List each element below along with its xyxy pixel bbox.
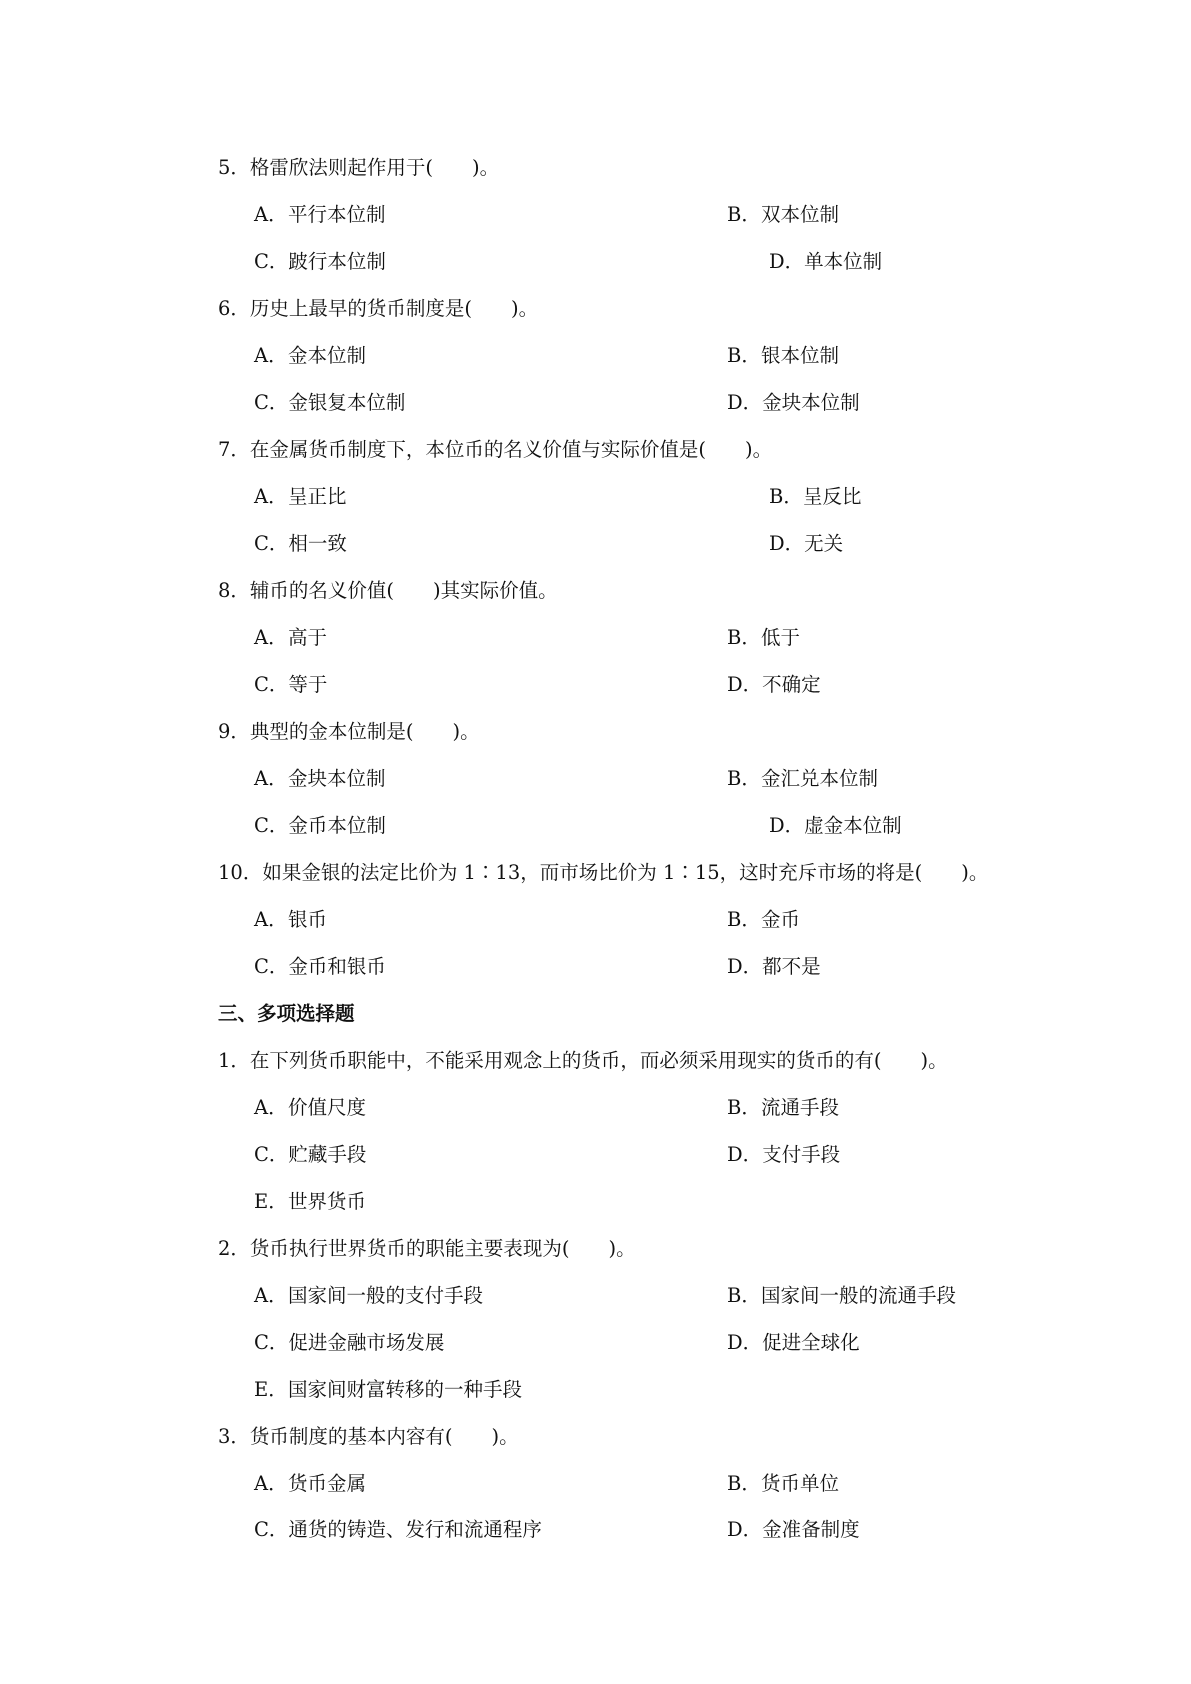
option-label: D． bbox=[727, 1143, 763, 1166]
question-number: 10． bbox=[218, 861, 263, 884]
option-label: A． bbox=[254, 908, 288, 931]
option-label: D． bbox=[769, 532, 805, 555]
option-b bbox=[727, 625, 800, 651]
option-text: 虚金本位制 bbox=[804, 814, 902, 837]
option-label: B． bbox=[727, 1096, 761, 1119]
option-a bbox=[254, 202, 386, 228]
option-label: A． bbox=[254, 626, 288, 649]
option-d bbox=[727, 390, 860, 416]
option-d bbox=[769, 249, 882, 275]
question-number: 6． bbox=[218, 297, 250, 320]
option-d bbox=[769, 531, 843, 557]
option-c bbox=[254, 1330, 444, 1356]
option-label: A． bbox=[254, 767, 288, 790]
question-text: 典型的金本位制是( )。 bbox=[249, 720, 480, 743]
option-d bbox=[727, 1330, 860, 1356]
option-text: 等于 bbox=[288, 673, 328, 696]
option-label: D． bbox=[727, 1518, 763, 1541]
option-text: 世界货币 bbox=[288, 1190, 367, 1213]
option-text: 高于 bbox=[288, 626, 328, 649]
option-b bbox=[727, 766, 878, 792]
option-text: 贮藏手段 bbox=[288, 1143, 367, 1166]
option-c bbox=[254, 813, 386, 839]
section-heading: 三、多项选择题 bbox=[218, 1002, 355, 1025]
option-text: 金银复本位制 bbox=[288, 391, 406, 414]
question-text: 在下列货币职能中，不能采用观念上的货币，而必须采用现实的货币的有( )。 bbox=[249, 1049, 948, 1072]
option-label: D． bbox=[727, 391, 763, 414]
question-stem bbox=[218, 1236, 636, 1262]
option-c bbox=[254, 672, 327, 698]
option-text: 呈正比 bbox=[288, 485, 347, 508]
option-label: A． bbox=[254, 1472, 288, 1495]
option-text: 流通手段 bbox=[761, 1096, 840, 1119]
option-label: D． bbox=[769, 814, 805, 837]
option-text: 金币 bbox=[761, 908, 801, 931]
question-text: 货币制度的基本内容有( )。 bbox=[249, 1425, 519, 1448]
option-text: 跛行本位制 bbox=[288, 250, 386, 273]
option-b bbox=[769, 484, 862, 510]
option-label: C． bbox=[254, 814, 289, 837]
question-text: 辅币的名义价值( )其实际价值。 bbox=[249, 579, 558, 602]
option-a bbox=[254, 625, 327, 651]
option-text: 促进金融市场发展 bbox=[288, 1331, 445, 1354]
option-text: 无关 bbox=[804, 532, 844, 555]
option-text: 金币和银币 bbox=[288, 955, 386, 978]
option-text: 金汇兑本位制 bbox=[761, 767, 879, 790]
question-stem bbox=[218, 860, 988, 886]
option-text: 低于 bbox=[761, 626, 801, 649]
option-text: 单本位制 bbox=[804, 250, 883, 273]
option-label: B． bbox=[727, 1284, 761, 1307]
option-label: C． bbox=[254, 1143, 289, 1166]
option-c bbox=[254, 954, 386, 980]
option-label: C． bbox=[254, 250, 289, 273]
option-a bbox=[254, 484, 347, 510]
option-d bbox=[727, 1517, 860, 1543]
option-text: 不确定 bbox=[762, 673, 821, 696]
question-text: 货币执行世界货币的职能主要表现为( )。 bbox=[249, 1237, 636, 1260]
option-label: A． bbox=[254, 203, 288, 226]
option-label: C． bbox=[254, 673, 289, 696]
question-number: 7． bbox=[218, 438, 250, 461]
option-d bbox=[727, 672, 821, 698]
option-b bbox=[727, 343, 839, 369]
option-label: A． bbox=[254, 1096, 288, 1119]
option-d bbox=[727, 1142, 840, 1168]
option-text: 都不是 bbox=[762, 955, 821, 978]
option-a bbox=[254, 907, 327, 933]
option-label: B． bbox=[727, 1472, 761, 1495]
question-number: 3． bbox=[218, 1425, 250, 1448]
question-stem bbox=[218, 296, 538, 322]
option-a bbox=[254, 766, 386, 792]
option-a bbox=[254, 343, 366, 369]
option-text: 金币本位制 bbox=[288, 814, 386, 837]
question-number: 9． bbox=[218, 720, 250, 743]
question-stem bbox=[218, 578, 558, 604]
option-a bbox=[254, 1283, 483, 1309]
option-label: C． bbox=[254, 955, 289, 978]
option-c bbox=[254, 249, 386, 275]
option-d bbox=[727, 954, 821, 980]
option-label: B． bbox=[727, 767, 761, 790]
option-text: 国家间一般的支付手段 bbox=[288, 1284, 484, 1307]
option-e bbox=[254, 1377, 522, 1403]
option-c bbox=[254, 1142, 366, 1168]
option-label: D． bbox=[727, 955, 763, 978]
option-label: A． bbox=[254, 1284, 288, 1307]
option-d bbox=[769, 813, 902, 839]
option-text: 金准备制度 bbox=[762, 1518, 860, 1541]
option-label: A． bbox=[254, 344, 288, 367]
question-number: 2． bbox=[218, 1237, 250, 1260]
option-a bbox=[254, 1095, 366, 1121]
option-text: 银本位制 bbox=[761, 344, 840, 367]
option-label: D． bbox=[727, 673, 763, 696]
option-text: 平行本位制 bbox=[288, 203, 386, 226]
option-b bbox=[727, 907, 800, 933]
question-stem bbox=[218, 437, 772, 463]
option-text: 呈反比 bbox=[803, 485, 862, 508]
question-number: 8． bbox=[218, 579, 250, 602]
option-e bbox=[254, 1189, 366, 1215]
option-text: 货币金属 bbox=[288, 1472, 367, 1495]
option-label: B． bbox=[727, 908, 761, 931]
option-label: E． bbox=[254, 1190, 288, 1213]
option-label: B． bbox=[727, 344, 761, 367]
option-b bbox=[727, 202, 839, 228]
option-text: 金块本位制 bbox=[288, 767, 386, 790]
option-label: C． bbox=[254, 1518, 289, 1541]
question-stem bbox=[218, 155, 499, 181]
option-label: C． bbox=[254, 532, 289, 555]
option-b bbox=[727, 1471, 839, 1497]
option-text: 国家间财富转移的一种手段 bbox=[288, 1378, 523, 1401]
option-a bbox=[254, 1471, 366, 1497]
option-text: 通货的铸造、发行和流通程序 bbox=[288, 1518, 542, 1541]
option-text: 双本位制 bbox=[761, 203, 840, 226]
question-text: 历史上最早的货币制度是( )。 bbox=[249, 297, 539, 320]
option-c bbox=[254, 1517, 542, 1543]
option-text: 促进全球化 bbox=[762, 1331, 860, 1354]
option-label: D． bbox=[769, 250, 805, 273]
option-text: 支付手段 bbox=[762, 1143, 841, 1166]
question-stem bbox=[218, 1048, 948, 1074]
option-text: 价值尺度 bbox=[288, 1096, 367, 1119]
question-text: 在金属货币制度下，本位币的名义价值与实际价值是( )。 bbox=[249, 438, 773, 461]
option-label: B． bbox=[769, 485, 803, 508]
option-b bbox=[727, 1283, 956, 1309]
option-label: B． bbox=[727, 626, 761, 649]
question-text: 如果金银的法定比价为 1∶13，而市场比价为 1∶15，这时充斥市场的将是( )。 bbox=[262, 861, 989, 884]
option-label: D． bbox=[727, 1331, 763, 1354]
option-text: 相一致 bbox=[288, 532, 347, 555]
question-stem bbox=[218, 719, 480, 745]
option-text: 金块本位制 bbox=[762, 391, 860, 414]
option-label: B． bbox=[727, 203, 761, 226]
option-c bbox=[254, 531, 347, 557]
question-number: 1． bbox=[218, 1049, 250, 1072]
option-label: C． bbox=[254, 391, 289, 414]
question-stem bbox=[218, 1424, 519, 1450]
question-text: 格雷欣法则起作用于( )。 bbox=[249, 156, 500, 179]
option-text: 银币 bbox=[288, 908, 328, 931]
option-text: 货币单位 bbox=[761, 1472, 840, 1495]
option-label: C． bbox=[254, 1331, 289, 1354]
option-label: A． bbox=[254, 485, 288, 508]
question-number: 5． bbox=[218, 156, 250, 179]
option-b bbox=[727, 1095, 839, 1121]
option-text: 国家间一般的流通手段 bbox=[761, 1284, 957, 1307]
option-text: 金本位制 bbox=[288, 344, 367, 367]
option-c bbox=[254, 390, 405, 416]
option-label: E． bbox=[254, 1378, 288, 1401]
